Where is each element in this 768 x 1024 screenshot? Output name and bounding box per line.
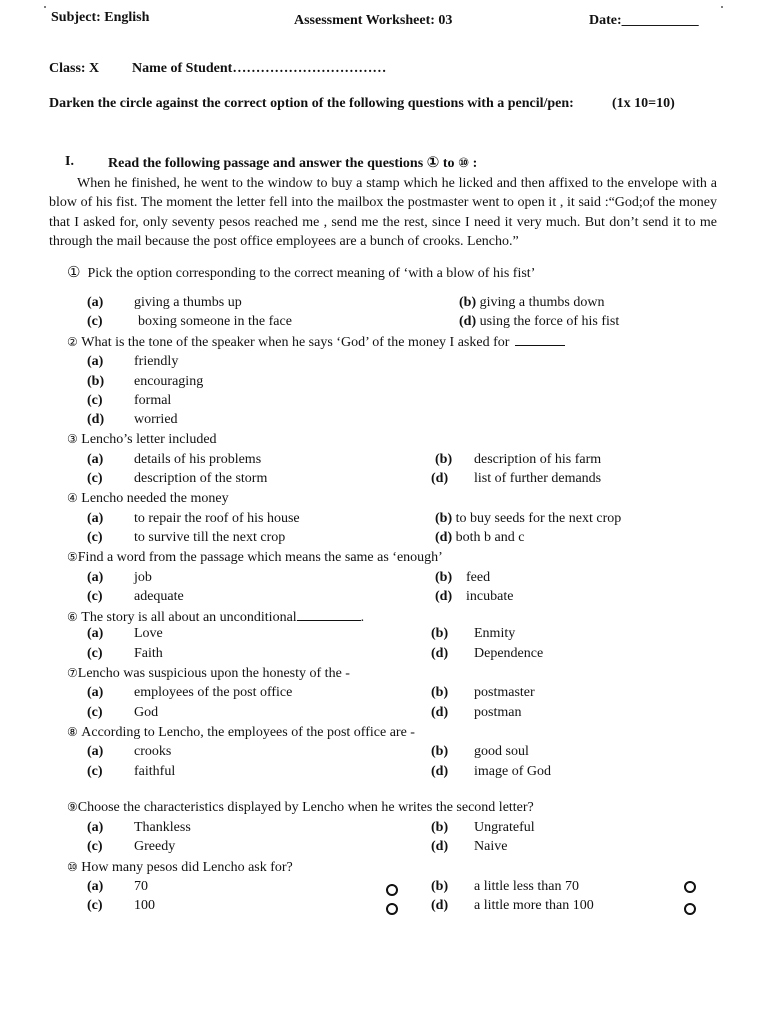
answer-bubble-d[interactable] [684, 903, 696, 915]
option-d[interactable] [431, 840, 507, 854]
option-a[interactable] [87, 296, 242, 310]
answer-bubble-b[interactable] [684, 881, 696, 893]
option-text: 100 [134, 898, 155, 913]
option-label: (d) [431, 705, 449, 720]
option-a[interactable] [87, 512, 300, 526]
option-label: (d) [459, 314, 477, 329]
option-label: (a) [87, 354, 104, 369]
question-text: The story is all about an unconditional [81, 610, 297, 625]
question-text: Pick the option corresponding to the correct meaning of ‘with a blow of his fist’ [87, 266, 536, 281]
option-text: both b and c [455, 530, 525, 545]
option-label: (c) [87, 898, 103, 913]
option-text: friendly [134, 354, 179, 369]
subject-label: Subject: English [51, 10, 150, 25]
section-to-number: ⑩ [458, 156, 470, 171]
option-text: giving a thumbs up [134, 295, 242, 310]
speck-left [44, 6, 46, 8]
question-8 [67, 726, 415, 740]
option-b[interactable] [435, 453, 601, 467]
option-label: (d) [87, 412, 105, 427]
option-c[interactable] [87, 531, 285, 545]
answer-bubble-a[interactable] [386, 884, 398, 896]
question-4 [67, 492, 229, 506]
option-d[interactable] [431, 899, 594, 913]
option-label: (c) [87, 839, 103, 854]
option-label: (d) [431, 764, 449, 779]
option-b[interactable] [431, 745, 529, 759]
option-text: list of further demands [474, 471, 602, 486]
option-d[interactable] [435, 531, 524, 545]
option-label: (b) [435, 452, 453, 467]
option-text: Dependence [474, 646, 544, 661]
option-text: employees of the post office [134, 685, 293, 700]
option-label: (d) [431, 898, 449, 913]
section-number: I. [65, 154, 74, 169]
option-text: postman [474, 705, 522, 720]
option-c[interactable] [87, 899, 155, 913]
option-text: Thankless [134, 820, 191, 835]
option-label: (b) [431, 744, 449, 759]
student-name-field: Name of Student…………………………… [132, 61, 387, 76]
option-b[interactable] [431, 627, 515, 641]
option-b[interactable] [459, 296, 604, 310]
date-label: Date: [589, 13, 622, 28]
option-a[interactable] [87, 745, 171, 759]
option-text: boxing someone in the face [138, 314, 292, 329]
option-label: (c) [87, 471, 103, 486]
marks-text: (1x 10=10) [612, 96, 675, 111]
question-6: ⑥ The story is all about an unconditional . [67, 610, 365, 625]
option-label: (c) [87, 530, 103, 545]
date-blank: ___________ [621, 13, 699, 28]
option-a[interactable] [87, 821, 191, 835]
option-text: Enmity [474, 626, 516, 641]
option-label: (c) [87, 393, 103, 408]
answer-bubble-c[interactable] [386, 903, 398, 915]
question-text: According to Lencho, the employees of the post office are - [81, 725, 415, 740]
option-text: description of the storm [134, 471, 268, 486]
option-text: God [134, 705, 159, 720]
question-text: Find a word from the passage which means the same as ‘enough’ [77, 550, 443, 565]
option-text: Faith [134, 646, 163, 661]
question-10 [67, 861, 293, 875]
option-label: (b) [459, 295, 477, 310]
option-c[interactable] [87, 840, 175, 854]
option-text: a little less than 70 [474, 879, 579, 894]
option-text: worried [134, 412, 178, 427]
question-number: ⑤ [67, 550, 78, 564]
option-b[interactable] [87, 375, 203, 389]
option-c[interactable] [87, 590, 184, 604]
option-label: (b) [435, 570, 453, 585]
worksheet-title: Assessment Worksheet: 03 [294, 13, 453, 28]
option-label: (b) [431, 879, 449, 894]
option-text: Ungrateful [474, 820, 535, 835]
option-b[interactable] [435, 512, 621, 526]
option-text: Naive [474, 839, 508, 854]
option-text: description of his farm [474, 452, 602, 467]
option-label: (a) [87, 685, 104, 700]
question-number: ⑩ [67, 860, 78, 874]
option-label: (c) [87, 589, 103, 604]
option-label: (b) [431, 626, 449, 641]
option-text: incubate [466, 589, 514, 604]
date-field [589, 14, 699, 28]
option-text: Greedy [134, 839, 176, 854]
question-number: ⑥ [67, 610, 78, 624]
question-7 [67, 667, 350, 681]
option-label: (a) [87, 511, 104, 526]
option-text: using the force of his fist [479, 314, 620, 329]
question-number: ⑦ [67, 666, 78, 680]
question-2 [67, 336, 565, 350]
option-label: (b) [87, 374, 105, 389]
option-b[interactable] [431, 686, 535, 700]
answer-blank [515, 345, 565, 346]
speck-right [721, 6, 723, 8]
option-label: (a) [87, 820, 104, 835]
option-text: to survive till the next crop [134, 530, 286, 545]
option-text: details of his problems [134, 452, 262, 467]
option-label: (d) [431, 839, 449, 854]
option-label: (c) [87, 646, 103, 661]
option-text: adequate [134, 589, 184, 604]
option-text: a little more than 100 [474, 898, 594, 913]
option-c[interactable] [87, 394, 171, 408]
question-9 [67, 801, 534, 815]
instruction-text: Darken the circle against the correct option of the following questions with a pencil/pen: [49, 96, 574, 111]
option-c[interactable] [87, 706, 158, 720]
option-label: (a) [87, 452, 104, 467]
question-text: Lencho needed the money [81, 491, 229, 506]
option-c[interactable] [87, 765, 175, 779]
question-text: How many pesos did Lencho ask for? [81, 860, 293, 875]
option-label: (d) [431, 646, 449, 661]
option-b[interactable] [431, 880, 579, 894]
option-text: Love [134, 626, 163, 641]
option-label: (a) [87, 570, 104, 585]
option-b[interactable] [435, 571, 490, 585]
section-from-number: ① [426, 153, 440, 171]
option-text: postmaster [474, 685, 535, 700]
option-a[interactable] [87, 880, 148, 894]
option-text: to repair the roof of his house [134, 511, 300, 526]
answer-blank [297, 620, 361, 621]
question-number: ① [67, 263, 81, 281]
option-b[interactable] [431, 821, 535, 835]
option-c[interactable] [87, 315, 292, 329]
question-number: ⑧ [67, 725, 78, 739]
option-d[interactable] [435, 590, 513, 604]
section-title-text: Read the following passage and answer the questions [108, 156, 424, 171]
option-label: (a) [87, 744, 104, 759]
option-d[interactable] [431, 706, 521, 720]
option-text: giving a thumbs down [479, 295, 605, 310]
option-text: good soul [474, 744, 529, 759]
option-label: (b) [431, 685, 449, 700]
section-colon: : [472, 156, 478, 171]
option-d[interactable] [431, 647, 543, 661]
option-c[interactable] [87, 472, 267, 486]
option-label: (b) [435, 511, 453, 526]
option-text: encouraging [134, 374, 204, 389]
option-text: feed [466, 570, 491, 585]
option-label: (c) [87, 764, 103, 779]
option-label: (d) [431, 471, 449, 486]
question-3 [67, 433, 217, 447]
option-a[interactable] [87, 627, 163, 641]
option-text: crooks [134, 744, 172, 759]
section-title [108, 155, 477, 171]
option-label: (c) [87, 705, 103, 720]
option-text: formal [134, 393, 172, 408]
question-text: What is the tone of the speaker when he says ‘God’ of the money I asked for [81, 335, 510, 350]
section-to-word: to [442, 156, 455, 171]
option-label: (a) [87, 626, 104, 641]
option-label: (d) [435, 530, 453, 545]
option-a[interactable] [87, 355, 178, 369]
question-number: ④ [67, 491, 78, 505]
option-d[interactable] [431, 472, 601, 486]
option-text: 70 [134, 879, 148, 894]
question-text: Lencho was suspicious upon the honesty of the - [77, 666, 350, 681]
option-label: (a) [87, 879, 104, 894]
question-text: Lencho’s letter included [81, 432, 217, 447]
option-label: (c) [87, 314, 103, 329]
question-5 [67, 551, 443, 565]
option-d[interactable] [431, 765, 551, 779]
option-d[interactable] [87, 413, 178, 427]
option-text: faithful [134, 764, 176, 779]
question-number: ③ [67, 432, 78, 446]
question-number: ⑨ [67, 800, 78, 814]
option-label: (b) [431, 820, 449, 835]
question-1 [67, 265, 535, 281]
question-number: ② [67, 335, 78, 349]
class-label: Class: X [49, 61, 100, 76]
option-c[interactable] [87, 647, 163, 661]
option-a[interactable] [87, 686, 292, 700]
option-text: job [134, 570, 152, 585]
option-label: (d) [435, 589, 453, 604]
option-a[interactable] [87, 453, 261, 467]
question-text: Choose the characteristics displayed by Lencho when he writes the second letter? [77, 800, 534, 815]
option-text: image of God [474, 764, 551, 779]
option-d[interactable] [459, 315, 619, 329]
reading-passage: When he finished, he went to the window to buy a stamp which he licked and then affixed to the envelope with a blow of his fist. The moment the letter fell into the mailbox the postmaster went to open it , it said :“God;of the money that I asked for, only seventy pesos reached me , send me the rest, since I need it very much. But don’t send it to me through the mail because the post office employees are a bunch of crooks. Lencho.” [49, 176, 717, 249]
option-label: (a) [87, 295, 104, 310]
option-text: to buy seeds for the next crop [455, 511, 622, 526]
option-a[interactable] [87, 571, 152, 585]
